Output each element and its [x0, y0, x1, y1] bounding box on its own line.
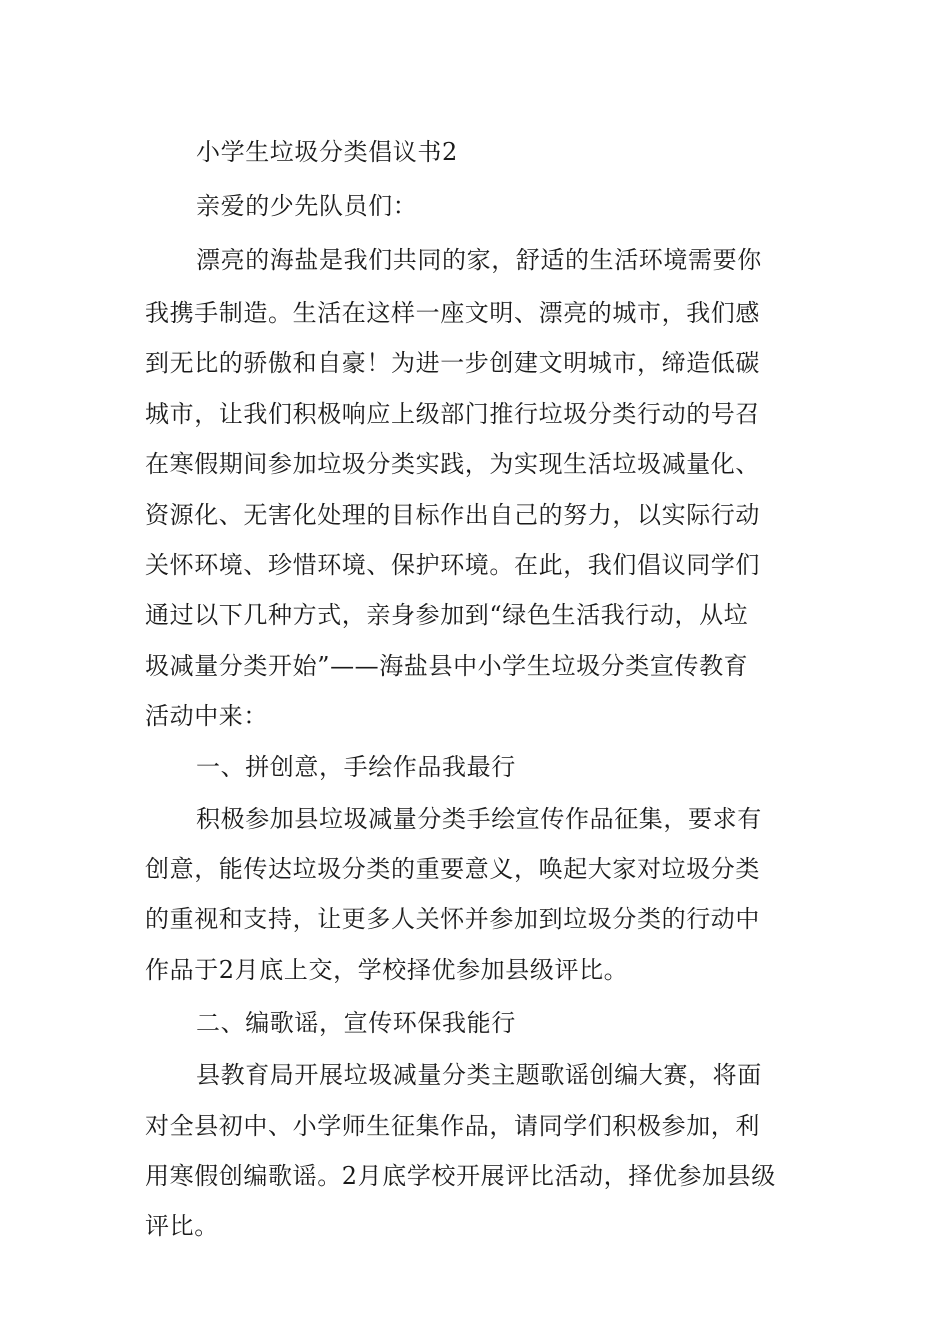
paragraph-line: 到无比的骄傲和自豪！为进一步创建文明城市，缔造低碳 [145, 349, 760, 377]
paragraph-line: 通过以下几种方式，亲身参加到“绿色生活我行动，从垃 [145, 601, 749, 629]
paragraph-line: 作品于2月底上交，学校择优参加县级评比。 [145, 956, 629, 984]
paragraph-line: 我携手制造。生活在这样一座文明、漂亮的城市，我们感 [145, 299, 760, 327]
paragraph-line: 用寒假创编歌谣。2月底学校开展评比活动，择优参加县级 [145, 1162, 776, 1190]
paragraph-line: 评比。 [145, 1212, 219, 1240]
paragraph-line: 县教育局开展垃圾减量分类主题歌谣创编大赛，将面 [196, 1061, 762, 1089]
paragraph-line: 资源化、无害化处理的目标作出自己的努力，以实际行动 [145, 501, 760, 529]
section-heading: 一、拼创意，手绘作品我最行 [196, 753, 516, 781]
salutation: 亲爱的少先队员们： [196, 192, 418, 220]
paragraph-line: 的重视和支持，让更多人关怀并参加到垃圾分类的行动中 [145, 905, 760, 933]
paragraph-line: 在寒假期间参加垃圾分类实践，为实现生活垃圾减量化、 [145, 450, 760, 478]
paragraph-line: 关怀环境、珍惜环境、保护环境。在此，我们倡议同学们 [145, 551, 760, 579]
paragraph-line: 创意，能传达垃圾分类的重要意义，唤起大家对垃圾分类 [145, 855, 760, 883]
paragraph-line: 漂亮的海盐是我们共同的家，舒适的生活环境需要你 [196, 246, 762, 274]
paragraph-line: 对全县初中、小学师生征集作品，请同学们积极参加，利 [145, 1112, 760, 1140]
paragraph-line: 积极参加县垃圾减量分类手绘宣传作品征集，要求有 [196, 805, 762, 833]
paragraph-line: 城市，让我们积极响应上级部门推行垃圾分类行动的号召 [145, 400, 760, 428]
section-heading: 二、编歌谣，宣传环保我能行 [196, 1009, 516, 1037]
paragraph-line: 活动中来： [145, 702, 268, 730]
document-title: 小学生垃圾分类倡议书2 [196, 138, 458, 166]
paragraph-line: 圾减量分类开始”——海盐县中小学生垃圾分类宣传教育 [145, 652, 749, 680]
